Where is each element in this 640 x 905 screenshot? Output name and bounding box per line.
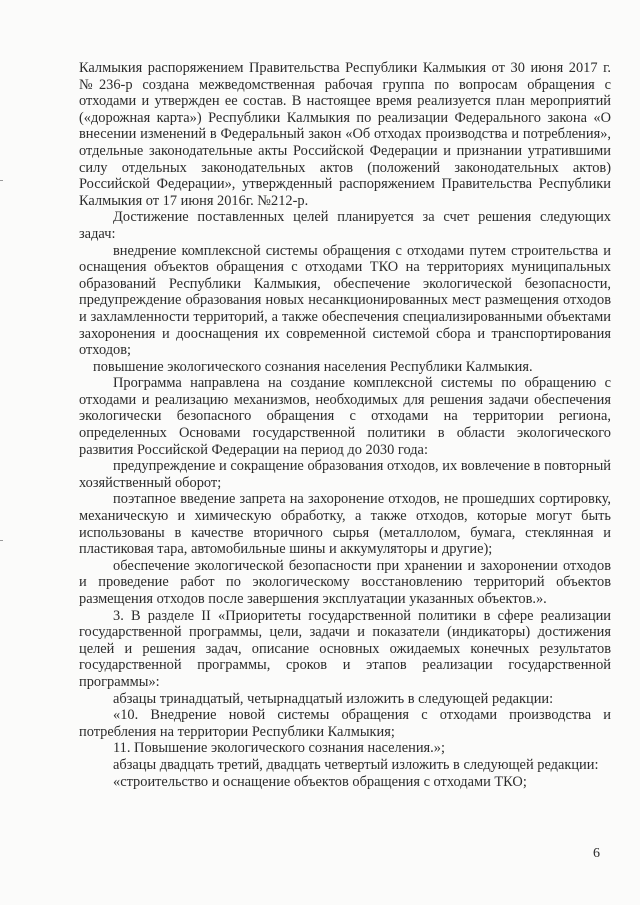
paragraph-amend-23-24: абзацы двадцать третий, двадцать четвертый изложить в следующей редакции:: [113, 756, 599, 773]
scan-edge-mark: [0, 180, 3, 181]
paragraph-disposal-ban: поэтапное введение запрета на захоронение отходов, не прошедших сортировку, механическую и химическую обработку, а также отходов, которые могут быть использованы в качестве вторичного сырья (металлолом, бумага, стеклянная и пластиковая тара, автомобильные шины и аккумуляторы и другие);: [79, 491, 611, 558]
paragraph-construction: «строительство и оснащение объектов обращения с отходами ТКО;: [113, 773, 527, 790]
paragraph-ecological-safety: обеспечение экологической безопасности при хранении и захоронении отходов и проведение работ по экологическому восстановлению территорий объектов размещения отходов после завершения эксплуатации указанных объектов.».: [79, 557, 611, 607]
paragraph-section-two: 3. В разделе II «Приоритеты государственной политики в сфере реализации государственной программы, цели, задачи и показатели (индикаторы) достижения целей и решения задач, описание основных ожидаемых конечных результатов государственной программы, сроков и этапов реализации государственной программы»:: [79, 607, 611, 690]
paragraph-program-aim: Программа направлена на создание комплексной системы по обращению с отходами и реализацию механизмов, необходимых для решения задачи обеспечения экологически безопасного обращения с отходами на территории региона, определенных Основами государственной политики в области экологического развития Российской Федерации на период до 2030 года:: [79, 375, 611, 458]
paragraph-working-group: Калмыкия распоряжением Правительства Республики Калмыкия от 30 июня 2017 г. №236-р создана межведомственная рабочая группа по вопросам обращения с отходами и утвержден ее состав. В настоящее время реализуется план мероприятий («дорожная карта») Республики Калмыкия по реализации Федерального закона «О внесении изменений в Федеральный закон «Об отходах производства и потребления», отдельные законодательные акты Российской Федерации и признании утратившими силу отдельных законодательных актов (положений законодательных актов) Российской Федерации», утвержденный распоряжением Правительства Республики Калмыкия от 17 июня 2016г. №212-р.: [79, 60, 611, 209]
paragraph-task-ecological-awareness: повышение экологического сознания населения Республики Калмыкия.: [93, 358, 533, 375]
paragraph-item-11: 11. Повышение экологического сознания населения.»;: [113, 740, 445, 757]
paragraph-item-10: «10. Внедрение новой системы обращения с отходами производства и потребления на территории Республики Калмыкия;: [79, 707, 611, 740]
document-body: [79, 60, 611, 790]
paragraph-amend-13-14: абзацы тринадцатый, четырнадцатый изложить в следующей редакции:: [113, 690, 554, 707]
paragraph-prevention: предупреждение и сокращение образования отходов, их вовлечение в повторный хозяйственный оборот;: [79, 458, 611, 491]
paragraph-task-complex-system: внедрение комплексной системы обращения с отходами путем строительства и оснащения объектов обращения с отходами ТКО на территориях муниципальных образований Республики Калмыкия, обеспечение экологической безопасности, предупреждение образования новых несанкционированных мест размещения отходов и захламленности территорий, а также обеспечения специализированными объектами захоронения и дооснащения их современной системой сбора и транспортирования отходов;: [79, 242, 611, 359]
scan-edge-mark: [0, 540, 3, 541]
paragraph-tasks-intro: Достижение поставленных целей планируется за счет решения следующих задач:: [79, 209, 611, 242]
page-number: 6: [593, 846, 600, 861]
